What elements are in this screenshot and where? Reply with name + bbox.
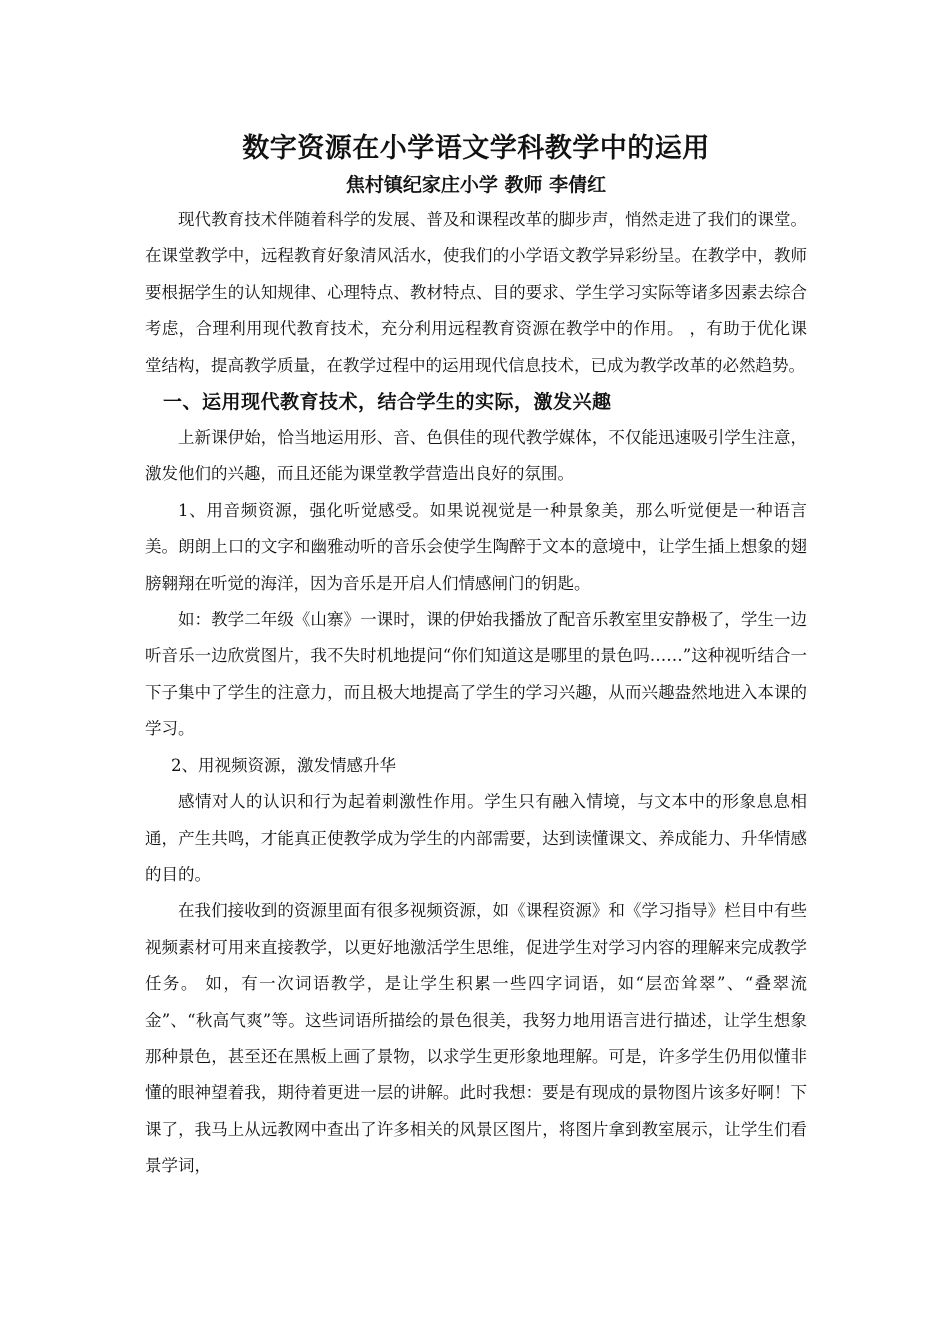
section-heading-1: 一、运用现代教育技术，结合学生的实际，激发兴趣: [163, 391, 612, 414]
section1-paragraph-1: 上新课伊始，恰当地运用形、音、色俱佳的现代教学媒体，不仅能迅速吸引学生注意，激发他们的兴趣，而且还能为课堂教学营造出良好的氛围。: [145, 428, 807, 484]
section1-paragraph-4: 感情对人的认识和行为起着刺激性作用。学生只有融入情境，与文本中的形象息息相通，产生共鸣，才能真正使教学成为学生的内部需要，达到读懂课文、养成能力、升华情感的目的。: [145, 792, 807, 884]
section1-paragraph-5: 在我们接收到的资源里面有很多视频资源，如《课程资源》和《学习指导》栏目中有些视频素材可用来直接教学，以更好地激活学生思维，促进学生对学习内容的理解来完成教学任务。 如，有一次词语教学，是让学生积累一些四字词语，如“层峦耸翠”、“叠翠流金”、“秋高气爽”等。这些词语所描绘的景色很美，我努力地用语言进行描述，让学生想象那种景色，甚至还在黑板上画了景物，以求学生更形象地理解。可是，许多学生仍用似懂非懂的眼神望着我，期待着更进一层的讲解。此时我想：要是有现成的景物图片该多好啊！下课了，我马上从远教网中查出了许多相关的风景区图片，将图片拿到教室展示，让学生们看景学词，: [145, 901, 807, 1176]
subsection-heading-2: 2、用视频资源，激发情感升华: [171, 755, 396, 775]
document-page: [145, 128, 807, 1185]
intro-paragraph: 现代教育技术伴随着科学的发展、普及和课程改革的脚步声，悄然走进了我们的课堂。在课堂教学中，远程教育好象清风活水，使我们的小学语文教学异彩纷呈。在教学中，教师要根据学生的认知规律、心理特点、教材特点、目的要求、学生学习实际等诸多因素去综合考虑，合理利用现代教育技术，充分利用远程教育资源在教学中的作用。 ，有助于优化课堂结构，提高教学质量，在教学过程中的运用现代信息技术，已成为教学改革的必然趋势。: [145, 210, 807, 375]
section1-paragraph-3: 如：教学二年级《山寨》一课时，课的伊始我播放了配音乐教室里安静极了，学生一边听音乐一边欣赏图片，我不失时机地提问“你们知道这是哪里的景色吗……”这种视听结合一下子集中了学生的注意力，而且极大地提高了学生的学习兴趣，从而兴趣盎然地进入本课的学习。: [145, 610, 807, 739]
section1-paragraph-2: 1、用音频资源，强化听觉感受。如果说视觉是一种景象美，那么听觉便是一种语言美。朗朗上口的文字和幽雅动听的音乐会使学生陶醉于文本的意境中，让学生插上想象的翅膀翱翔在听觉的海洋，因为音乐是开启人们情感闸门的钥匙。: [145, 500, 807, 593]
document-title: 数字资源在小学语文学科教学中的运用: [242, 133, 710, 164]
document-author: 焦村镇纪家庄小学 教师 李倩红: [345, 174, 607, 196]
